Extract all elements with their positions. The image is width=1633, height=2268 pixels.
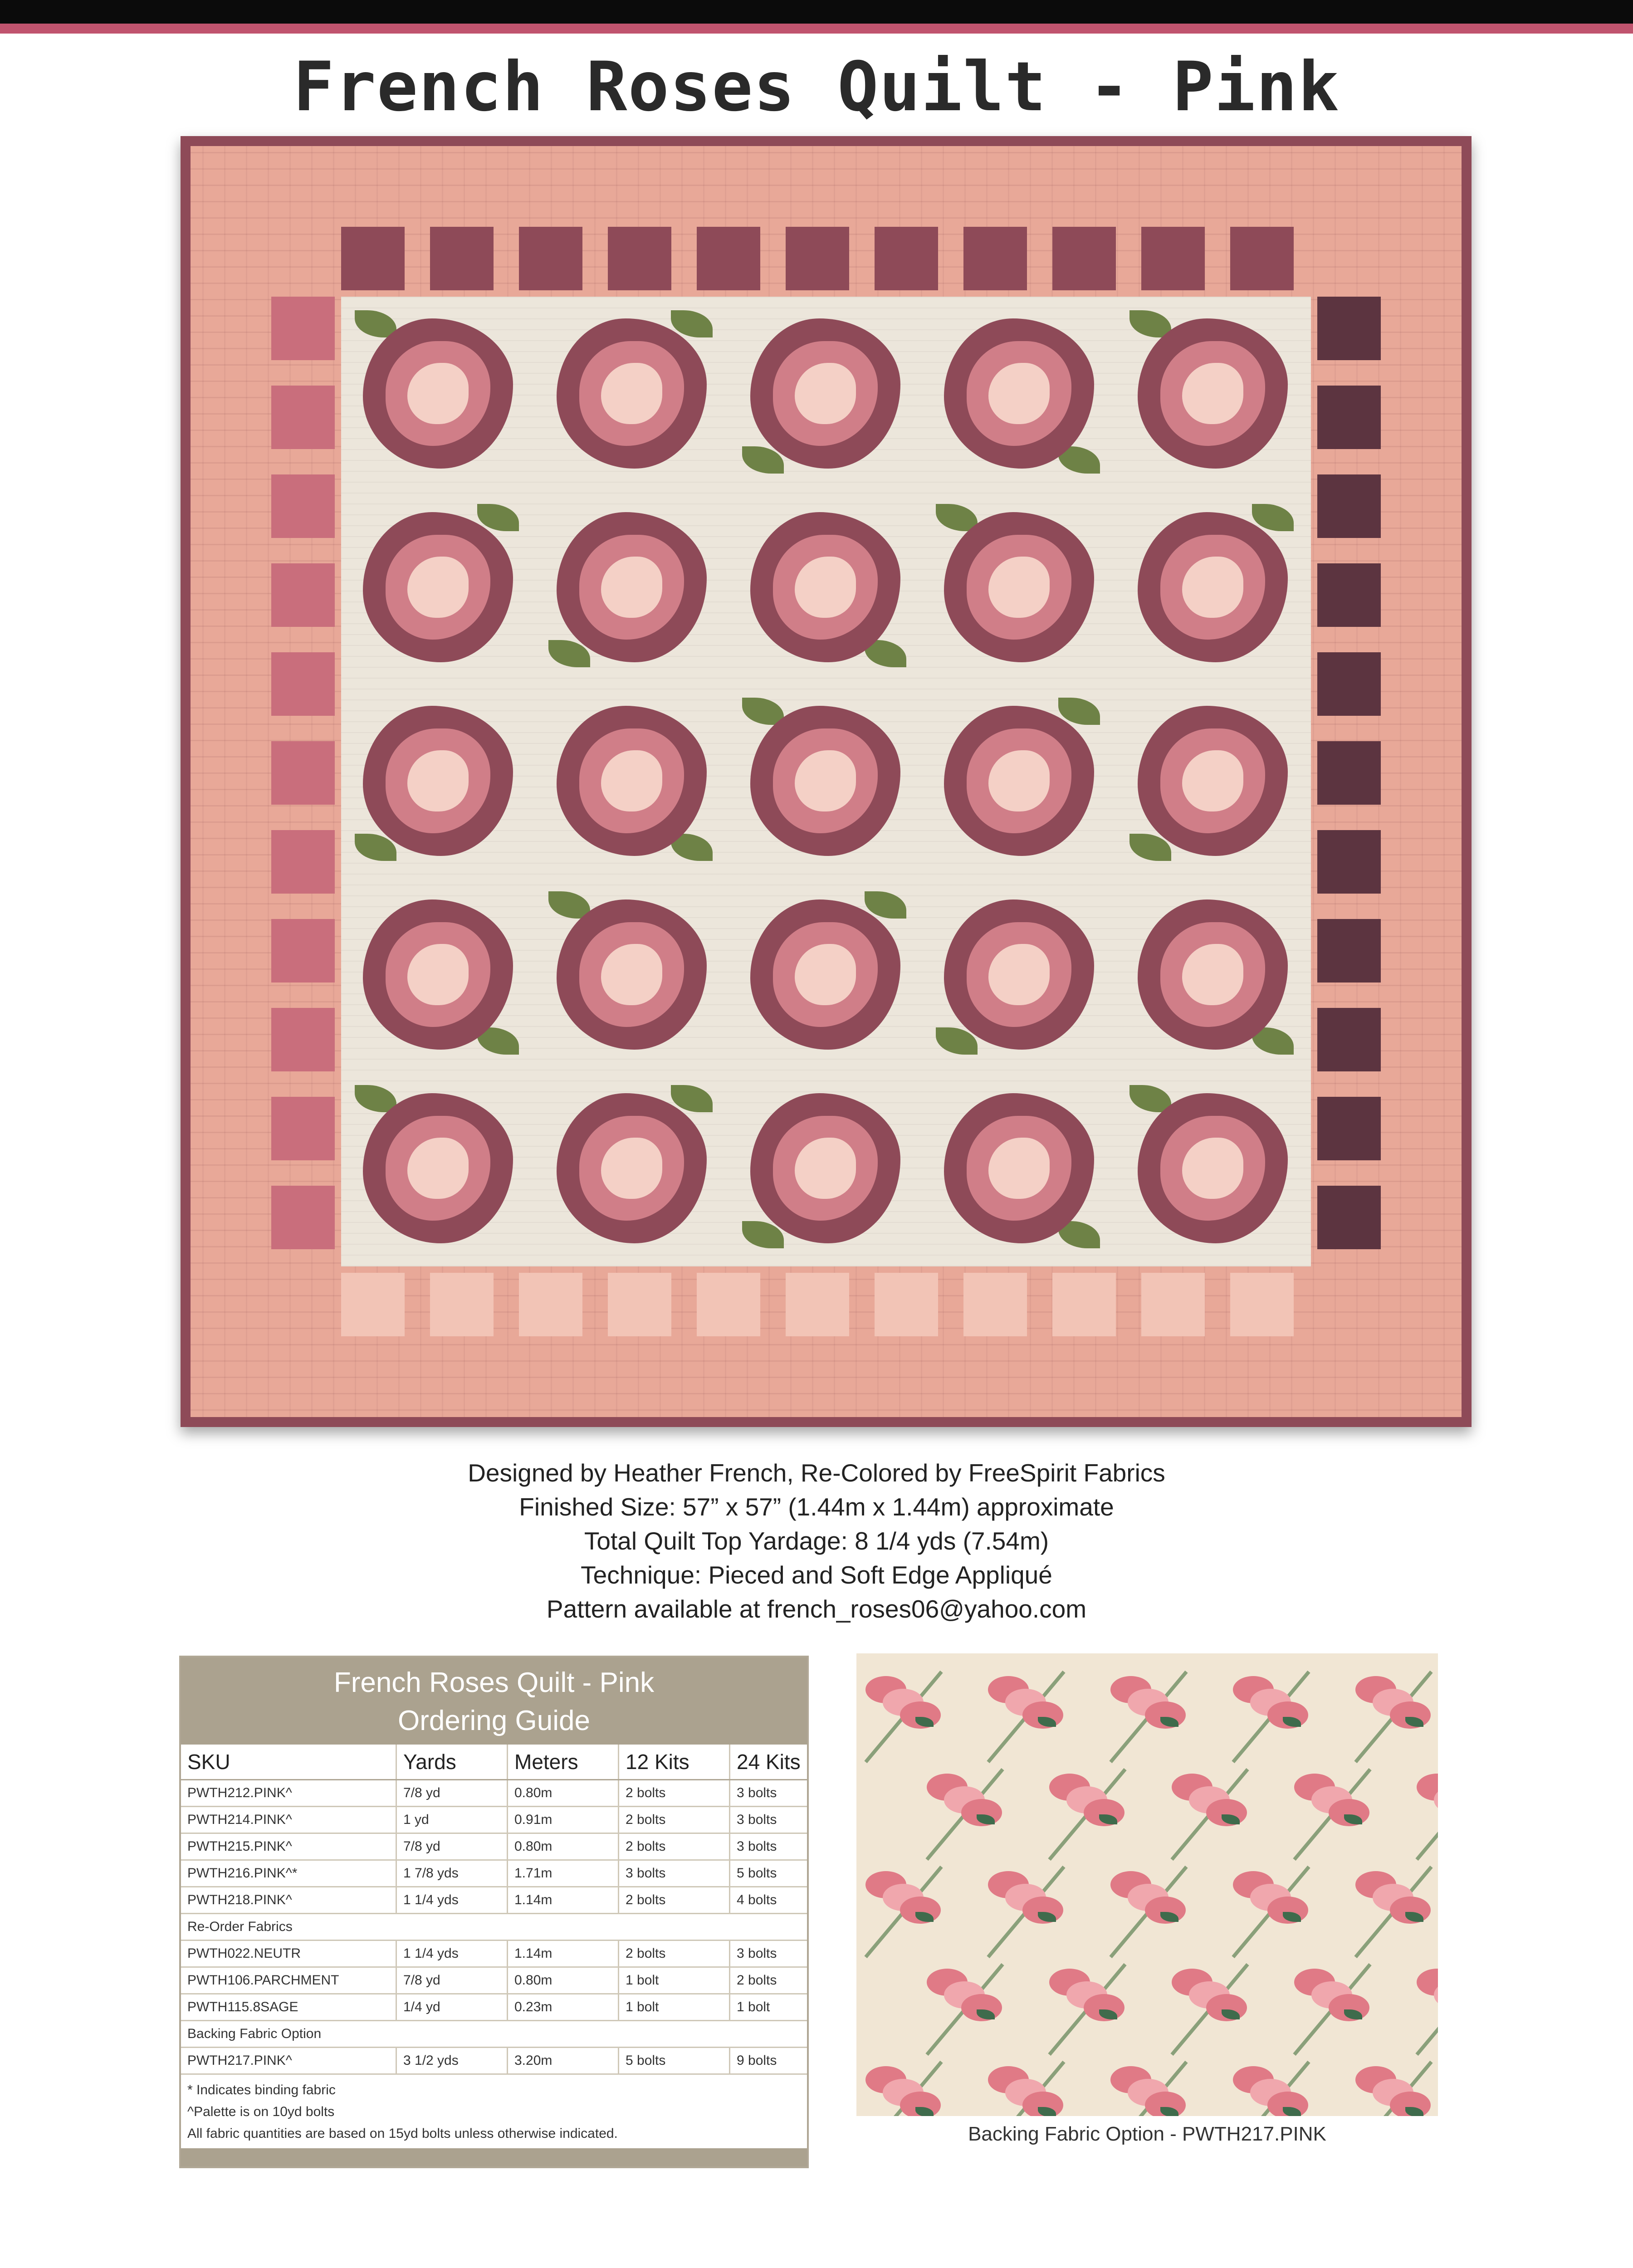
kits-12-cell: 2 bolts — [619, 1780, 730, 1807]
note-binding: * Indicates binding fabric — [187, 2082, 336, 2097]
border-patch — [1317, 297, 1381, 360]
border-patch — [875, 227, 938, 290]
leaf-applique — [355, 310, 396, 337]
quilt-center-field — [341, 297, 1311, 1266]
rose-block — [728, 490, 922, 684]
border-patch — [271, 297, 335, 360]
border-patch — [430, 1273, 494, 1336]
table-row — [181, 1887, 807, 1914]
meters-cell: 0.23m — [508, 1994, 619, 2021]
column-header-sku: SKU — [181, 1745, 396, 1780]
quilt-image — [181, 136, 1472, 1427]
border-patch — [1230, 227, 1294, 290]
rose-block — [1116, 297, 1310, 490]
border-patch — [271, 652, 335, 716]
yards-cell: 7/8 yd — [396, 1780, 508, 1807]
border-patch — [1317, 1097, 1381, 1160]
table-row — [181, 1967, 807, 1994]
border-patch — [1317, 741, 1381, 805]
border-patch — [1052, 227, 1116, 290]
rose-block — [341, 297, 535, 490]
column-header-meters: Meters — [508, 1745, 619, 1780]
border-patch — [786, 1273, 849, 1336]
ordering-table — [181, 1745, 807, 2075]
kits-24-cell: 2 bolts — [730, 1967, 807, 1994]
kits-12-cell: 2 bolts — [619, 1941, 730, 1967]
kits-24-cell: 3 bolts — [730, 1833, 807, 1860]
sku-cell: PWTH022.NEUTR — [181, 1941, 396, 1967]
kits-24-cell: 3 bolts — [730, 1941, 807, 1967]
kits-12-cell: 5 bolts — [619, 2048, 730, 2074]
ordering-guide — [179, 1656, 809, 2168]
border-patch — [341, 1273, 405, 1336]
meters-cell: 1.71m — [508, 1860, 619, 1887]
kits-12-cell: 1 bolt — [619, 1994, 730, 2021]
rose-block — [1116, 684, 1310, 878]
table-row — [181, 1994, 807, 2021]
yards-cell: 1 1/4 yds — [396, 1887, 508, 1914]
rose-block — [535, 1071, 728, 1265]
border-patch — [519, 1273, 582, 1336]
kits-12-cell: 2 bolts — [619, 1887, 730, 1914]
border-patch — [875, 1273, 938, 1336]
border-patch — [271, 919, 335, 982]
border-patch — [271, 1097, 335, 1160]
border-patch — [1230, 1273, 1294, 1336]
leaf-applique — [1129, 310, 1171, 337]
border-patch — [271, 830, 335, 894]
border-patch — [430, 227, 494, 290]
column-header-12-kits: 12 Kits — [619, 1745, 730, 1780]
leaf-applique — [936, 504, 978, 531]
border-patch — [271, 1186, 335, 1249]
table-row — [181, 1941, 807, 1967]
rose-block — [341, 878, 535, 1071]
ordering-guide-title: French Roses Quilt - Pink — [333, 1667, 655, 1698]
border-patch — [271, 474, 335, 538]
rose-block — [535, 490, 728, 684]
rose-block — [922, 297, 1116, 490]
meters-cell: 1.14m — [508, 1941, 619, 1967]
leaf-applique — [548, 891, 590, 919]
kits-24-cell: 3 bolts — [730, 1807, 807, 1833]
border-patch — [1052, 1273, 1116, 1336]
table-row — [181, 1833, 807, 1860]
column-header-24-kits: 24 Kits — [730, 1745, 807, 1780]
kits-24-cell: 4 bolts — [730, 1887, 807, 1914]
pattern-availability: Pattern available at french_roses06@yahoo.com — [546, 1595, 1087, 1623]
leaf-applique — [742, 698, 784, 725]
sku-cell: PWTH216.PINK^* — [181, 1860, 396, 1887]
border-patch — [1317, 1186, 1381, 1249]
rose-block — [1116, 490, 1310, 684]
yards-cell: 7/8 yd — [396, 1833, 508, 1860]
rose-block — [535, 684, 728, 878]
meters-cell: 0.80m — [508, 1780, 619, 1807]
rose-block — [341, 684, 535, 878]
border-patch — [1317, 563, 1381, 627]
sku-cell: PWTH106.PARCHMENT — [181, 1967, 396, 1994]
table-notes — [181, 2075, 807, 2149]
finished-size: Finished Size: 57” x 57” (1.44m x 1.44m) approximate — [519, 1493, 1114, 1521]
column-header-yards: Yards — [396, 1745, 508, 1780]
backing-fabric-caption: Backing Fabric Option - PWTH217.PINK — [968, 2123, 1326, 2145]
yards-cell: 1/4 yd — [396, 1994, 508, 2021]
rose-block — [922, 684, 1116, 878]
rose-block — [341, 1071, 535, 1265]
border-patch — [519, 227, 582, 290]
sku-cell: PWTH218.PINK^ — [181, 1887, 396, 1914]
border-patch — [341, 227, 405, 290]
border-patch — [697, 227, 760, 290]
border-patch — [786, 227, 849, 290]
border-patch — [1317, 830, 1381, 894]
note-palette: ^Palette is on 10yd bolts — [187, 2104, 335, 2119]
border-patch — [271, 563, 335, 627]
border-patch — [271, 386, 335, 449]
section-label: Backing Fabric Option — [181, 2021, 807, 2048]
kits-12-cell: 3 bolts — [619, 1860, 730, 1887]
meters-cell: 3.20m — [508, 2048, 619, 2074]
yards-cell: 7/8 yd — [396, 1967, 508, 1994]
border-patch — [608, 227, 671, 290]
kits-12-cell: 2 bolts — [619, 1807, 730, 1833]
sku-cell: PWTH214.PINK^ — [181, 1807, 396, 1833]
rose-block — [922, 878, 1116, 1071]
border-patch — [697, 1273, 760, 1336]
backing-fabric-swatch — [856, 1653, 1438, 2116]
ordering-guide-subtitle: Ordering Guide — [398, 1705, 590, 1736]
kits-24-cell: 9 bolts — [730, 2048, 807, 2074]
border-patch — [1141, 227, 1205, 290]
top-accent-stripe — [0, 24, 1633, 34]
border-patch — [1317, 919, 1381, 982]
border-patch — [963, 227, 1027, 290]
sku-cell: PWTH215.PINK^ — [181, 1833, 396, 1860]
leaf-applique — [355, 1085, 396, 1112]
border-patch — [1317, 652, 1381, 716]
border-patch — [271, 741, 335, 805]
yards-cell: 3 1/2 yds — [396, 2048, 508, 2074]
rose-block — [728, 1071, 922, 1265]
kits-12-cell: 2 bolts — [619, 1833, 730, 1860]
table-header-row — [181, 1745, 807, 1780]
meters-cell: 0.80m — [508, 1833, 619, 1860]
meters-cell: 1.14m — [508, 1887, 619, 1914]
section-row-reorder — [181, 1914, 807, 1941]
yards-cell: 1 yd — [396, 1807, 508, 1833]
rose-block — [728, 684, 922, 878]
border-patch — [963, 1273, 1027, 1336]
table-row — [181, 1860, 807, 1887]
rose-block — [341, 490, 535, 684]
border-patch — [1317, 474, 1381, 538]
rose-block — [922, 1071, 1116, 1265]
kits-12-cell: 1 bolt — [619, 1967, 730, 1994]
kits-24-cell: 1 bolt — [730, 1994, 807, 2021]
ordering-guide-footer-bar — [181, 2148, 807, 2166]
sku-cell: PWTH115.8SAGE — [181, 1994, 396, 2021]
page-title: French Roses Quilt - Pink — [293, 48, 1340, 127]
rose-block — [535, 297, 728, 490]
rose-block — [1116, 1071, 1310, 1265]
rose-block — [728, 297, 922, 490]
yards-cell: 1 7/8 yds — [396, 1860, 508, 1887]
top-black-bar — [0, 0, 1633, 24]
quilt-details — [0, 1456, 1633, 1626]
yards-cell: 1 1/4 yds — [396, 1941, 508, 1967]
border-patch — [271, 1008, 335, 1071]
rose-block — [728, 878, 922, 1071]
kits-24-cell: 3 bolts — [730, 1780, 807, 1807]
rose-block — [535, 878, 728, 1071]
section-label: Re-Order Fabrics — [181, 1914, 807, 1941]
rose-block — [922, 490, 1116, 684]
ordering-guide-header — [181, 1657, 807, 1745]
table-row — [181, 2048, 807, 2074]
border-patch — [1317, 386, 1381, 449]
border-patch — [1317, 1008, 1381, 1071]
meters-cell: 0.91m — [508, 1807, 619, 1833]
rose-block — [1116, 878, 1310, 1071]
border-patch — [1141, 1273, 1205, 1336]
table-row — [181, 1780, 807, 1807]
table-row — [181, 1807, 807, 1833]
leaf-applique — [1129, 1085, 1171, 1112]
sku-cell: PWTH217.PINK^ — [181, 2048, 396, 2074]
sku-cell: PWTH212.PINK^ — [181, 1780, 396, 1807]
section-row-backing — [181, 2021, 807, 2048]
border-patch — [608, 1273, 671, 1336]
kits-24-cell: 5 bolts — [730, 1860, 807, 1887]
note-bolts: All fabric quantities are based on 15yd bolts unless otherwise indicated. — [187, 2126, 618, 2141]
technique: Technique: Pieced and Soft Edge Appliqué — [581, 1561, 1052, 1589]
designer-credit: Designed by Heather French, Re-Colored by FreeSpirit Fabrics — [468, 1459, 1165, 1487]
total-yardage: Total Quilt Top Yardage: 8 1/4 yds (7.54m) — [584, 1527, 1049, 1555]
meters-cell: 0.80m — [508, 1967, 619, 1994]
